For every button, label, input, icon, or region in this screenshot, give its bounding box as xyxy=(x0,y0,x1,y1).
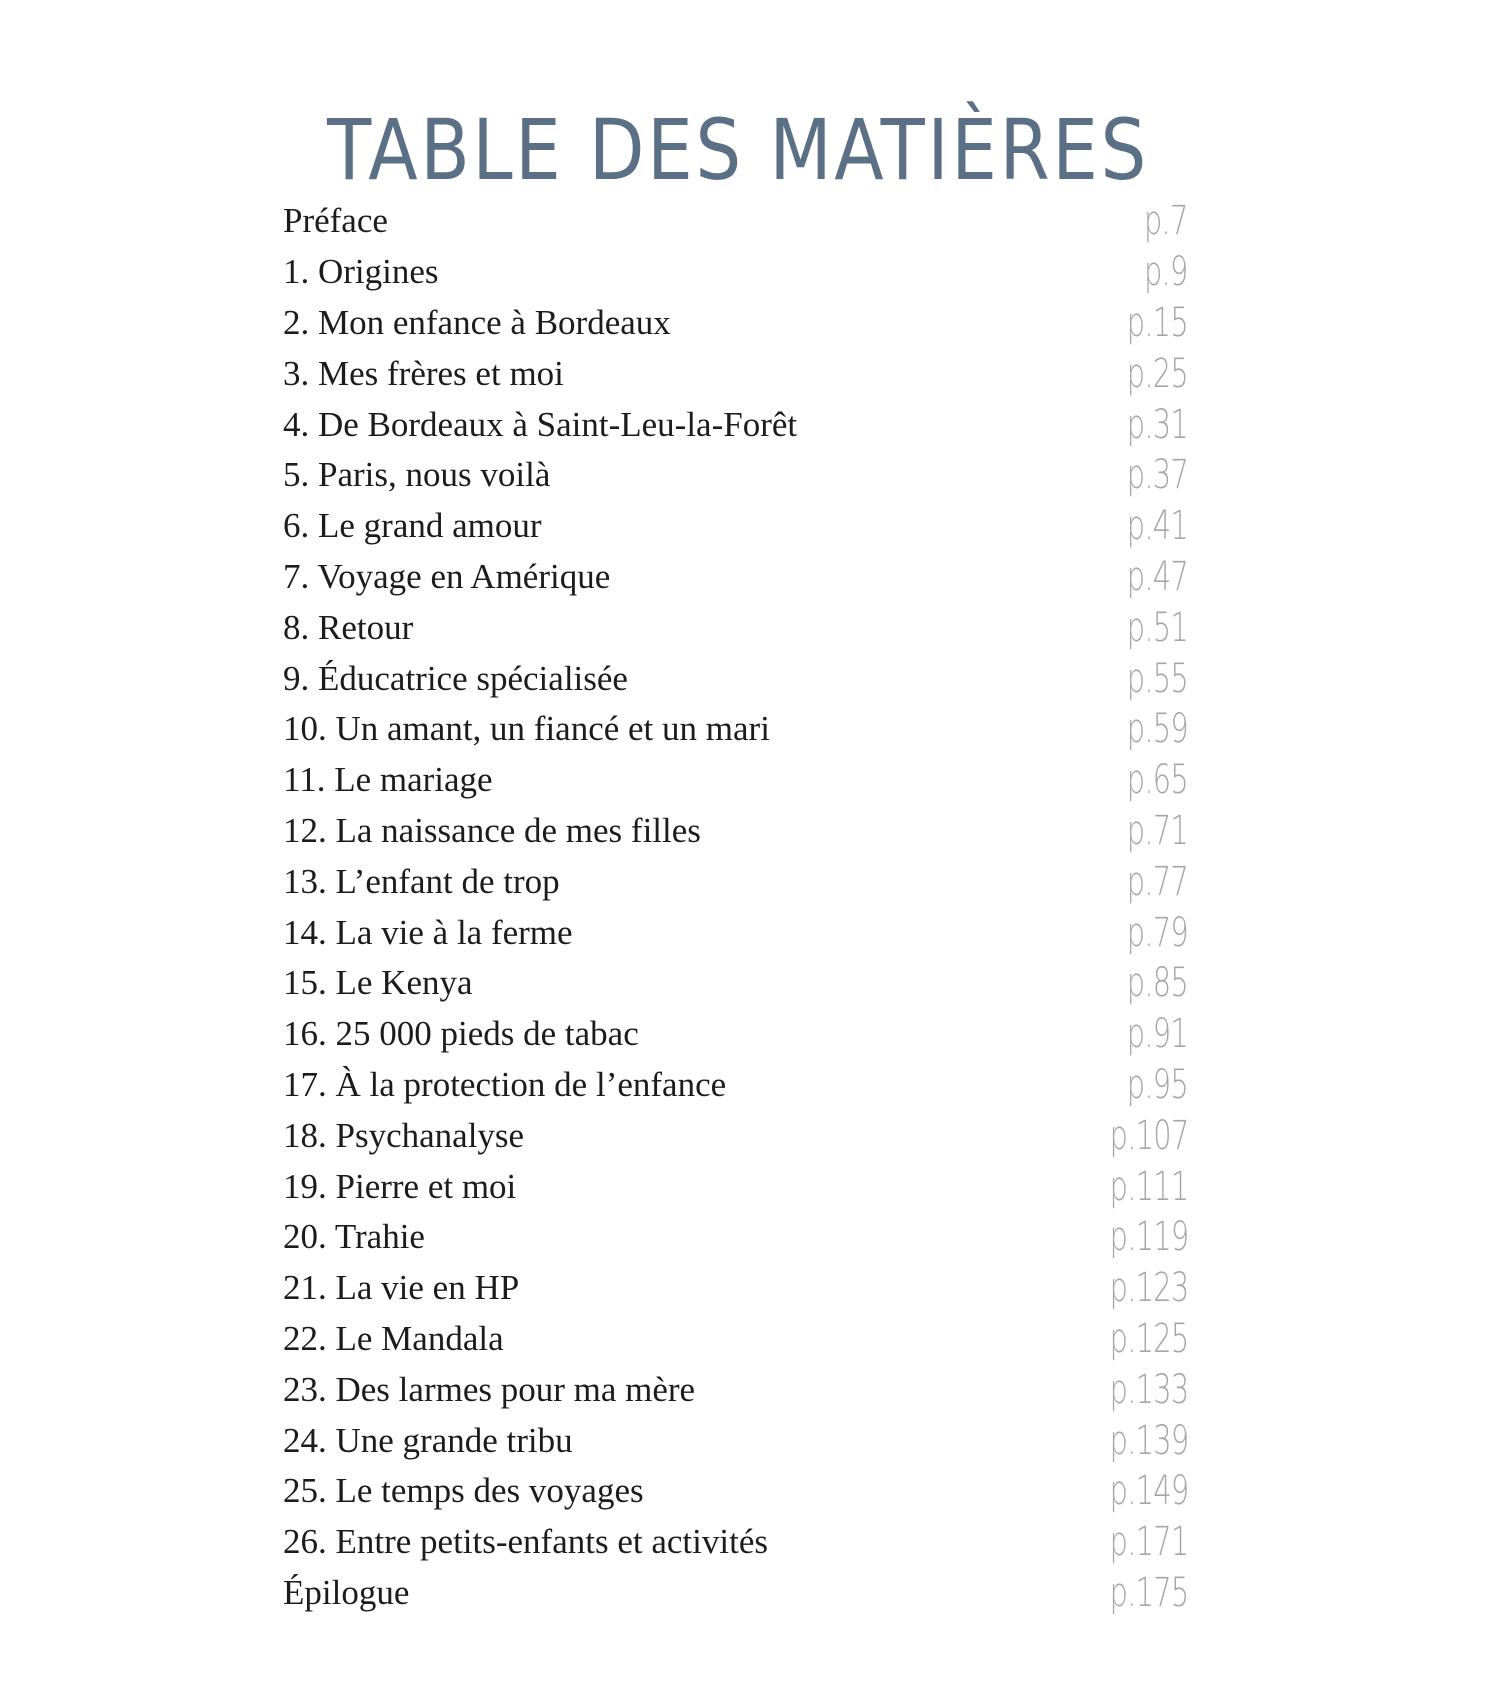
toc-entry-page-number: p.9 xyxy=(1144,249,1188,296)
toc-entry xyxy=(283,1517,1188,1568)
toc-entry-page-number: p.133 xyxy=(1109,1366,1188,1413)
toc-entry-label: 4. De Bordeaux à Saint-Leu-la-Forêt xyxy=(283,404,798,444)
toc-entry-label: 25. Le temps des voyages xyxy=(283,1471,644,1511)
toc-entry-page-number: p.91 xyxy=(1126,1011,1188,1058)
toc-entry-page-number: p.41 xyxy=(1126,503,1188,550)
toc-entry-page-number: p.95 xyxy=(1126,1061,1188,1108)
toc-entry-page-number: p.111 xyxy=(1109,1163,1188,1210)
toc-entry-label: 2. Mon enfance à Bordeaux xyxy=(283,302,671,342)
toc-entry xyxy=(283,1212,1188,1263)
toc-entry-label: 12. La naissance de mes filles xyxy=(283,810,701,850)
toc-entry-label: 13. L’enfant de trop xyxy=(283,861,560,901)
toc-entry xyxy=(283,958,1188,1009)
toc-entry-page-number: p.47 xyxy=(1126,553,1188,600)
toc-entry xyxy=(283,501,1188,552)
toc-entry-label: 7. Voyage en Amérique xyxy=(283,556,611,596)
toc-entry-page-number: p.71 xyxy=(1126,807,1188,854)
toc-entry xyxy=(283,1009,1188,1060)
toc-entry xyxy=(283,1415,1188,1466)
toc-entry xyxy=(283,348,1188,399)
toc-entry-label: 22. Le Mandala xyxy=(283,1318,504,1358)
toc-entry-page-number: p.175 xyxy=(1109,1569,1188,1616)
toc-entry xyxy=(283,1161,1188,1212)
toc-entry xyxy=(283,602,1188,653)
toc-entry-label: 18. Psychanalyse xyxy=(283,1115,525,1155)
toc-entry xyxy=(283,450,1188,501)
toc-entry-label: 5. Paris, nous voilà xyxy=(283,455,551,495)
toc-entry xyxy=(283,755,1188,806)
toc-entry-page-number: p.79 xyxy=(1126,909,1188,956)
toc-entry xyxy=(283,907,1188,958)
toc-entry xyxy=(283,1060,1188,1111)
toc-entry-page-number: p.107 xyxy=(1109,1112,1188,1159)
toc-entry-page-number: p.119 xyxy=(1109,1214,1188,1261)
toc-entry-label: 23. Des larmes pour ma mère xyxy=(283,1369,696,1409)
toc-entry-page-number: p.77 xyxy=(1126,858,1188,905)
toc-entry-page-number: p.139 xyxy=(1109,1417,1188,1464)
toc-entry-label: 24. Une grande tribu xyxy=(283,1420,573,1460)
toc-entry-label: 10. Un amant, un fiancé et un mari xyxy=(283,709,770,749)
toc-entry-label: 19. Pierre et moi xyxy=(283,1166,517,1206)
toc-entry-page-number: p.59 xyxy=(1126,706,1188,753)
toc-entry-page-number: p.65 xyxy=(1126,757,1188,804)
toc-entry-page-number: p.123 xyxy=(1109,1265,1188,1312)
toc-entry-label: Préface xyxy=(283,201,388,241)
toc-entry-label: 26. Entre petits-enfants et activités xyxy=(283,1522,768,1562)
toc-entry xyxy=(283,552,1188,603)
toc-entry-label: 9. Éducatrice spécialisée xyxy=(283,658,628,698)
toc-entry xyxy=(283,704,1188,755)
toc-entry-page-number: p.7 xyxy=(1144,198,1188,245)
toc-entry-label: 17. À la protection de l’enfance xyxy=(283,1064,727,1104)
toc-entry-label: 11. Le mariage xyxy=(283,760,493,800)
toc-entry xyxy=(283,806,1188,857)
toc-entry-label: 6. Le grand amour xyxy=(283,506,542,546)
page-title: TABLE DES MATIÈRES xyxy=(327,101,1149,200)
toc-entry-label: 15. Le Kenya xyxy=(283,963,473,1003)
toc-entry xyxy=(283,1364,1188,1415)
toc-entry-page-number: p.31 xyxy=(1126,401,1188,448)
toc-entry xyxy=(283,1110,1188,1161)
toc-entry xyxy=(283,1314,1188,1365)
toc-entry-page-number: p.149 xyxy=(1109,1468,1188,1515)
toc-entry xyxy=(283,653,1188,704)
toc-entry-label: 1. Origines xyxy=(283,252,439,292)
toc-entry xyxy=(283,856,1188,907)
toc-entry xyxy=(283,298,1188,349)
toc-entry-label: 8. Retour xyxy=(283,607,414,647)
toc-entry-label: 3. Mes frères et moi xyxy=(283,353,564,393)
toc-entry xyxy=(283,247,1188,298)
toc-entry-page-number: p.51 xyxy=(1126,604,1188,651)
toc-entry-page-number: p.125 xyxy=(1109,1315,1188,1362)
toc-entry-label: 20. Trahie xyxy=(283,1217,425,1257)
toc-entry-page-number: p.55 xyxy=(1126,655,1188,702)
toc-entry xyxy=(283,196,1188,247)
toc-entry xyxy=(283,399,1188,450)
toc-entry-label: 21. La vie en HP xyxy=(283,1268,520,1308)
toc-entry xyxy=(283,1568,1188,1619)
toc-entry xyxy=(283,1466,1188,1517)
toc-entry-page-number: p.171 xyxy=(1109,1519,1188,1566)
toc-entry-page-number: p.25 xyxy=(1126,350,1188,397)
toc-entry-page-number: p.85 xyxy=(1126,960,1188,1007)
toc-entry-page-number: p.15 xyxy=(1126,299,1188,346)
toc-entry-label: 16. 25 000 pieds de tabac xyxy=(283,1014,639,1054)
toc-entry xyxy=(283,1263,1188,1314)
toc-entry-label: 14. La vie à la ferme xyxy=(283,912,573,952)
toc-entry-label: Épilogue xyxy=(283,1572,410,1612)
table-of-contents xyxy=(283,196,1188,1618)
toc-entry-page-number: p.37 xyxy=(1126,452,1188,499)
